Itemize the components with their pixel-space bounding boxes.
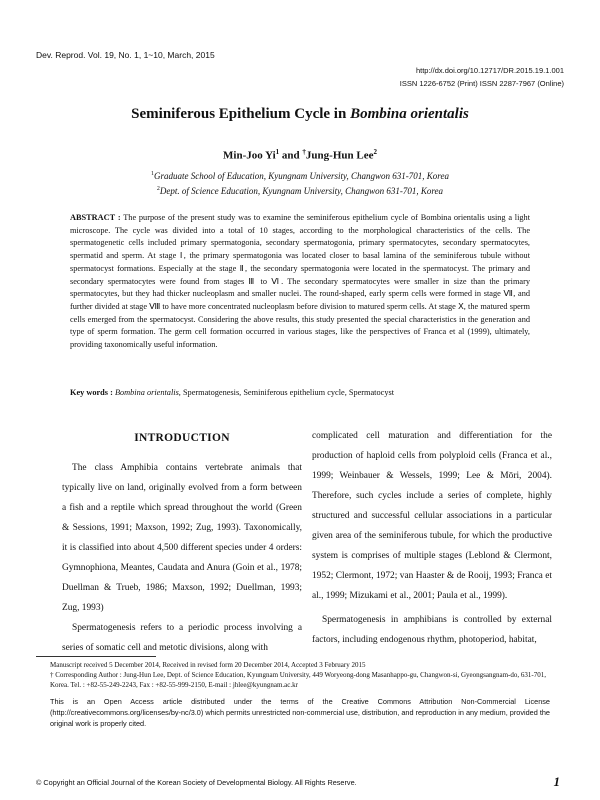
footnotes <box>50 660 550 690</box>
author-and: and <box>279 149 303 162</box>
affiliation-1 <box>0 168 600 183</box>
open-access-notice: This is an Open Access article distributed under the terms of the Creative Commons Attribution Non-Commercial License (http://creativecommons.org/licenses/by-nc/3.0) which permits unrestricted non-commercial use, distribution, and reproduction in any medium, provided the original work is properly cited. <box>50 697 550 728</box>
abstract-text: The purpose of the present study was to examine the seminiferous epithelium cycle of Bombina orientalis using a light microscope. The cycle was divided into a total of 10 stages, according to the morphological characteristics of the cells. The spermatogenetic cells included primary spermatogonia, secondary spermatogonia, primary spermatocytes, secondary spermatocytes, spermatid and sperm. At stage Ⅰ, the primary spermatogonia was located closer to basal lamina of the seminiferous tubule without spermatocyst formations. Especially at the stage Ⅱ, the secondary spermatogonia were located in the spermatocyst. The primary and secondary spermatocytes were found from stages Ⅲ to Ⅵ. The secondary spermatocytes were smaller in size than the primary spermatocytes, but they had thicker nucleoplasm and smaller nuclei. The round-shaped, early sperm cells were formed in stage Ⅶ, and further divided at stage Ⅷ to have more concentrated nucleoplasm before division to matured sperm cells. At stage Ⅹ, the matured sperm cells emerged from the spermatocyst. Considering the above results, this study presented the special characteristics in the generation and type of sperm formation. The germ cell formation occurred in various stages, like the perspectives of Franca et al (1999), ultimately, providing taxonomically useful information. <box>70 213 531 350</box>
author-1: Min-Joo Yi <box>223 149 276 162</box>
footnote-divider <box>36 656 156 657</box>
corresponding-mark: † <box>302 148 306 156</box>
abstract <box>70 212 530 352</box>
keywords-species: Bombina orientalis <box>114 388 179 397</box>
page-number: 1 <box>553 774 560 789</box>
column-left <box>62 458 302 658</box>
section-heading-introduction: INTRODUCTION <box>134 432 230 444</box>
author-2: Jung-Hun Lee <box>305 149 374 162</box>
intro-paragraph-1: The class Amphibia contains vertebrate animals that typically live on land, originally evolved from a form between a fish and a reptile which spread throughout the world (Green & Sessions, 1991; Maxson, 1992; Zug, 1993). Taxonomically, it is classified into about 4,500 different species under 4 orders: Gymnophiona, Meantes, Caudata and Anura (Goin et al., 1978; Duellman & Trueb, 1986; Maxson, 1992; Duellman, 1993; Zug, 1993) <box>62 463 302 613</box>
intro-paragraph-2: Spermatogenesis refers to a periodic process involving a series of somatic cell and metotic divisions, along with <box>62 623 302 653</box>
article-title <box>0 106 600 123</box>
intro-paragraph-4: Spermatogenesis in amphibians is controlled by external factors, including endogenous rhythm, photoperiod, habitat, <box>312 615 552 645</box>
author-2-sup: 2 <box>373 148 377 156</box>
title-text: Seminiferous Epithelium Cycle in <box>131 106 351 122</box>
affiliation-1-sup: 1 <box>151 171 155 177</box>
doi-issn-block <box>400 64 564 90</box>
affiliation-2-sup: 2 <box>156 185 160 192</box>
intro-paragraph-3: complicated cell maturation and differentiation for the production of haploid cells from polyploid cells (Franca et al., 1999; Weinbauer & Wessels, 1999; Lee & Mōri, 2004). Therefore, such cycles include a series of complete, highly structured and successful cellular associations in a particular given area of the seminiferous tubule, for which the productive system is comprises of multiple stages (Leblond & Clermont, 1952; Clermont, 1972; van Haaster & de Rooij, 1993; Franca et al., 1999; Mizukami et al., 2001; Paula et al., 1999). <box>312 431 552 601</box>
keywords-label: Key words : <box>70 388 113 397</box>
copyright-notice: © Copyright an Official Journal of the Korean Society of Developmental Biology. All Rights Reserve. <box>36 778 357 787</box>
author-1-sup: 1 <box>275 148 280 156</box>
title-species: Bombina orientalis <box>350 106 469 122</box>
doi-link[interactable]: http://dx.doi.org/10.12717/DR.2015.19.1.001 <box>415 66 564 75</box>
journal-citation: Dev. Reprod. Vol. 19, No. 1, 1~10, March, 2015 <box>36 50 215 60</box>
column-right <box>312 426 552 650</box>
received-dates: Manuscript received 5 December 2014, Received in revised form 20 December 2014, Accepted 3 February 2015 <box>50 661 366 669</box>
keywords-rest: , Spermatogenesis, Seminiferous epithelium cycle, Spermatocyst <box>178 388 395 397</box>
author-line <box>0 148 600 162</box>
affiliations <box>0 168 600 197</box>
affiliation-2-text: Dept. of Science Education, Kyungnam University, Changwon 631-701, Korea <box>159 185 444 196</box>
issn-text: ISSN 1226-6752 (Print) ISSN 2287-7967 (Online) <box>399 79 564 88</box>
keywords <box>70 388 530 397</box>
affiliation-2 <box>0 183 600 198</box>
abstract-label: ABSTRACT : <box>70 213 121 222</box>
corresponding-author: † Corresponding Author : Jung-Hun Lee, Dept. of Science Education, Kyungnam University, 449 Woryeong-dong Masanhappo-gu, Changwon-si, Gyeongsangnam-do, 631-701, Korea. Tel. : +82-55-249-2243, Fax : +82-55-999-2150, E-mail : jhlee@kyungnam.ac.kr <box>50 671 546 689</box>
affiliation-1-text: Graduate School of Education, Kyungnam University, Changwon 631-701, Korea <box>154 171 449 181</box>
